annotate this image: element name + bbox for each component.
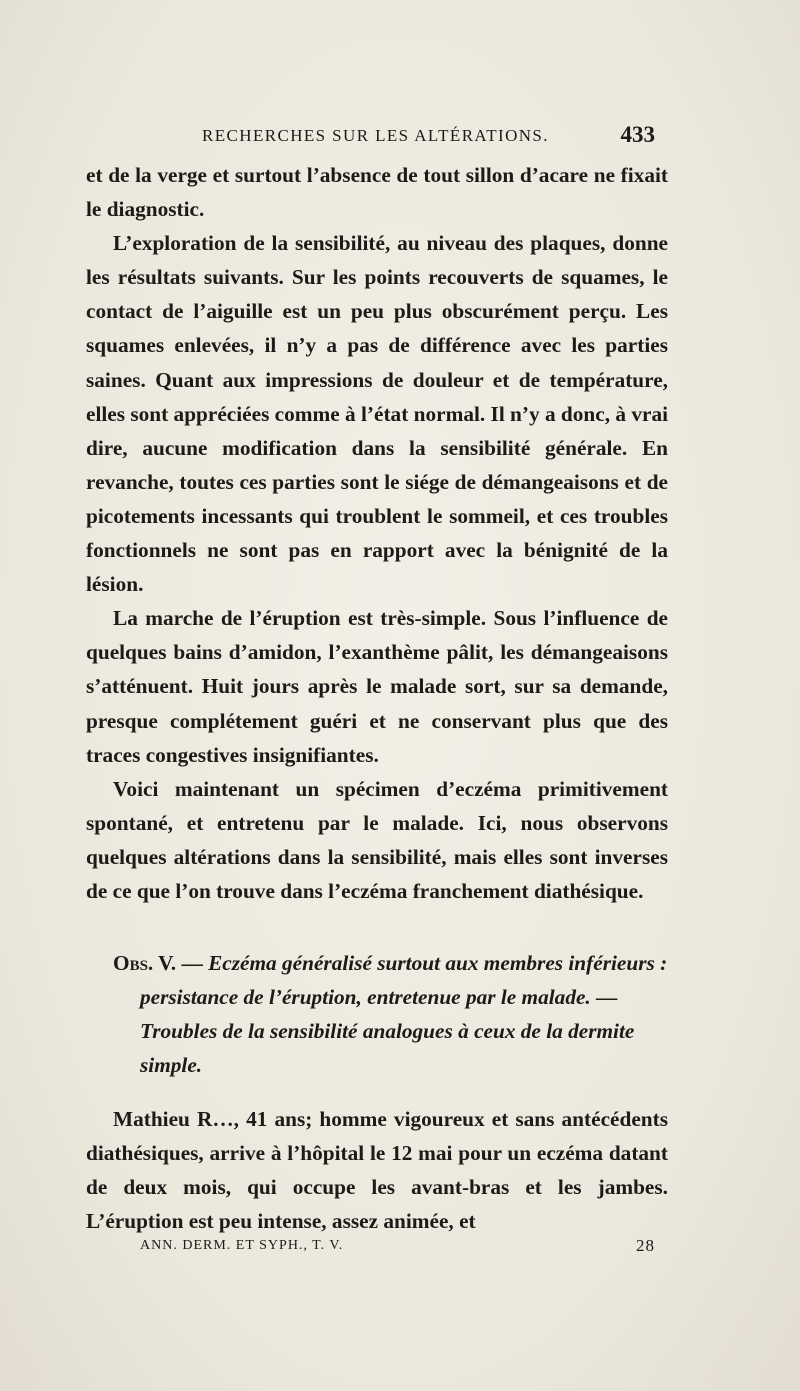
journal-signature: ANN. DERM. ET SYPH., T. V. bbox=[140, 1238, 344, 1253]
observation-label: Obs. V. bbox=[113, 951, 177, 975]
observation-heading bbox=[86, 946, 668, 1082]
page-number: 433 bbox=[620, 122, 655, 147]
running-head: RECHERCHES SUR LES ALTÉRATIONS. bbox=[202, 126, 549, 145]
paragraph-case: Mathieu R…, 41 ans; homme vigoureux et sans antécédents diathésiques, arrive à l’hôpital le 12 mai pour un eczéma datant de deux mois, qui occupe les avant-bras et les jambes. L’éruption est peu intense, assez animée, et bbox=[86, 1107, 668, 1234]
case-text bbox=[86, 1102, 668, 1238]
paragraph-continuation: et de la verge et surtout l’absence de tout sillon d’acare ne fixait le diagnostic. bbox=[86, 163, 668, 222]
paragraph-sensibility: L’exploration de la sensibilité, au niveau des plaques, donne les résultats suivants. Sur les points recouverts de squames, le contact de l’aiguille est un peu plus obscurément perçu. Les squames enlevées, il n’y a pas de différence avec les parties saines. Quant aux impressions de douleur et de température, elles sont appréciées comme à l’état normal. Il n’y a donc, à vrai dire, aucune modification dans la sensibilité générale. En revanche, toutes ces parties sont le siége de démangeaisons et de picotements incessants qui troublent le sommeil, et ces troubles fonctionnels ne sont pas en rapport avec la bénignité de la lésion. bbox=[86, 231, 669, 597]
page-header bbox=[115, 122, 655, 156]
paragraph-specimen: Voici maintenant un spécimen d’eczéma primitivement spontané, et entretenu par le malade. Ici, nous observons quelques altérations dans la sensibilité, mais elles sont inverses de ce que l’on trouve dans l’eczéma franchement diathésique. bbox=[86, 776, 668, 903]
sheet-signature: 28 bbox=[636, 1236, 655, 1255]
paragraph-course: La marche de l’éruption est très-simple. Sous l’influence de quelques bains d’amidon, l’exanthème pâlit, les démangeaisons s’atténuent. Huit jours après le malade sort, sur sa demande, presque complétement guéri et ne conservant plus que des traces congestives insignifiantes. bbox=[86, 606, 668, 767]
observation-dash: — bbox=[176, 951, 209, 975]
observation-block bbox=[113, 946, 668, 1082]
page-footer bbox=[140, 1238, 655, 1254]
observation-title: Eczéma généralisé surtout aux membres inférieurs : persistance de l’éruption, entretenue par le malade. — Troubles de la sensibilité analogues à ceux de la dermite simple. bbox=[140, 951, 668, 1078]
main-text bbox=[86, 158, 668, 908]
